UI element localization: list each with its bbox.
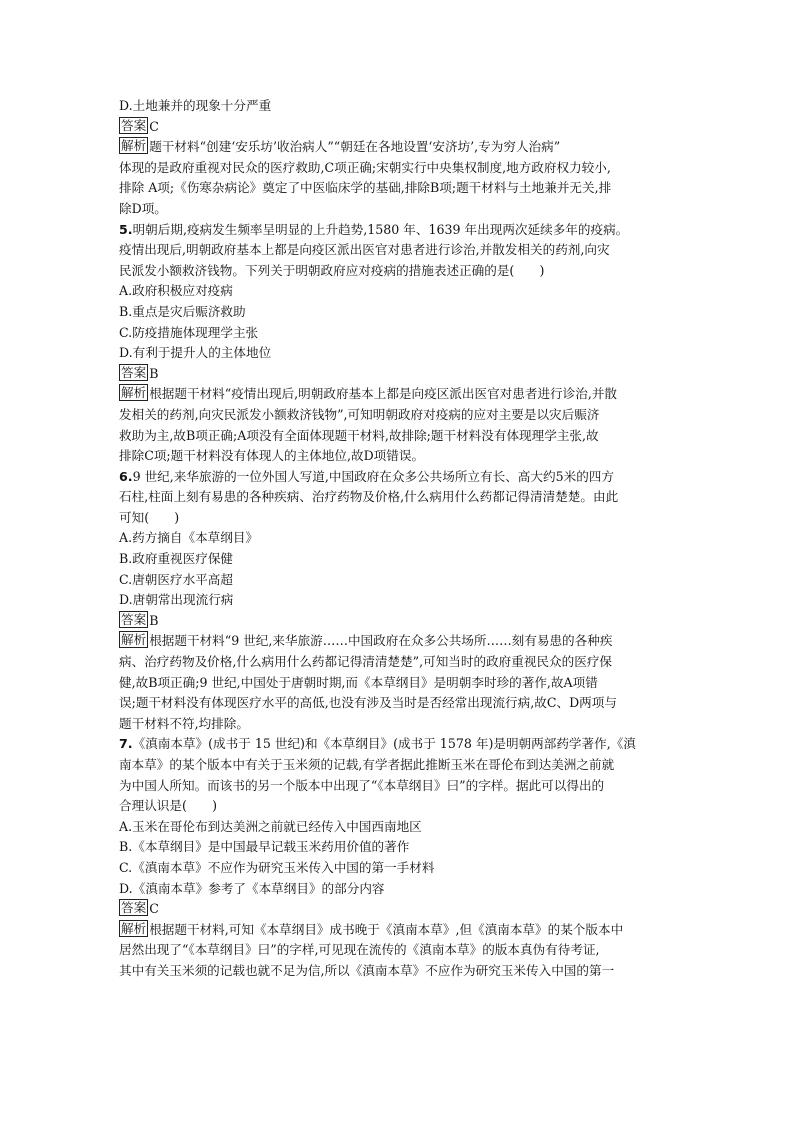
analysis-tag: 解析: [121, 138, 147, 154]
answer-value: C: [149, 901, 159, 917]
option-c: C.防疫措施体现理学主张: [119, 324, 259, 340]
analysis-text: 除D项。: [119, 200, 167, 216]
stem-text: 南本草》的某个版本中有关于玉米须的记载,有学者据此推断玉米在哥伦布到达美洲之前就: [119, 757, 615, 772]
analysis-text: 其中有关玉米须的记载也就不足为信,所以《滇南本草》不应作为研究玉米传入中国的第一: [119, 962, 615, 978]
option-c: C.唐朝医疗水平高超: [119, 571, 233, 587]
option-b: B.《本草纲目》是中国最早记载玉米药用价值的著作: [119, 839, 410, 855]
q6-stem-line-1: [119, 467, 685, 488]
analysis-text: 健,故B项正确;9 世纪,中国处于唐朝时期,而《本草纲目》是明朝李时珍的著作,故A项错: [119, 674, 598, 690]
analysis-text: 排除 A项;《伤寒杂病论》奠定了中医临床学的基础,排除B项;题干材料与土地兼并无关,排: [119, 180, 612, 196]
q5-stem-line-1: [119, 220, 685, 241]
stem-text: 疫情出现后,明朝政府基本上都是向疫区派出医官对患者进行诊治,并散发相关的药剂,向灾: [119, 242, 610, 258]
option-d: D.《滇南本草》参考了《本草纲目》的部分内容: [119, 880, 385, 896]
analysis-text: 居然出现了“《本草纲目》曰”的字样,可见现在流传的《滇南本草》的版本真伪有待考证,: [119, 942, 600, 958]
q4-analysis-line-1: [119, 137, 685, 158]
stem-text: 民派发小额救济钱物。下列关于明朝政府应对疫病的措施表述正确的是( ): [119, 262, 545, 278]
analysis-tag: 解析: [121, 632, 147, 648]
answer-value: B: [149, 612, 159, 628]
q4-answer-line: [119, 117, 685, 138]
analysis-text: 根据题干材料“疫情出现后,明朝政府基本上都是向疫区派出医官对患者进行诊治,并散: [149, 386, 618, 402]
answer-tag: 答案: [121, 117, 147, 133]
q7-analysis-line-1: [119, 920, 685, 941]
q7-answer-line: [119, 899, 685, 920]
stem-text: 石柱,柱面上刻有易患的各种疾病、治疗药物及价格,什么病用什么药都记得清清楚楚。由此: [119, 489, 619, 505]
option-a: A.玉米在哥伦布到达美洲之前就已经传入中国西南地区: [119, 818, 422, 834]
analysis-text: 误;题干材料没有体现医疗水平的高低,也没有涉及当时是否经常出现流行病,故C、D两项与: [119, 695, 617, 711]
option-b: B.政府重视医疗保健: [119, 551, 234, 567]
q5-analysis-line-1: [119, 384, 685, 405]
option-b: B.重点是灾后赈济救助: [119, 303, 246, 319]
option-d: D.唐朝常出现流行病: [119, 592, 234, 608]
answer-tag: 答案: [121, 611, 147, 627]
q4-option-d: D.土地兼并的现象十分严重: [119, 98, 272, 113]
answer-value: C: [149, 118, 159, 134]
stem-text: 9 世纪,来华旅游的一位外国人写道,中国政府在众多公共场所立有长、高大约5米的四方: [132, 468, 614, 484]
analysis-text: 救助为主,故B项正确;A项没有全面体现题干材料,故排除;题干材料没有体现理学主张,故: [119, 427, 599, 443]
question-7: [119, 734, 685, 981]
analysis-tag: 解析: [121, 920, 147, 936]
question-5: [119, 220, 685, 467]
analysis-text: 根据题干材料,可知《本草纲目》成书晚于《滇南本草》,但《滇南本草》的某个版本中: [149, 921, 624, 937]
question-number: 6.: [119, 468, 133, 484]
option-d: D.有利于提升人的主体地位: [119, 345, 272, 361]
document-page: [119, 96, 685, 982]
stem-text: 明朝后期,疫病发生频率呈明显的上升趋势,1580 年、1639 年出现两次延续多年的疫病。: [132, 221, 629, 237]
stem-text: 《滇南本草》(成书于 15 世纪)和《本草纲目》(成书于 1578 年)是明朝两部药学著作,《滇: [132, 736, 636, 752]
stem-text: 为中国人所知。而该书的另一个版本中出现了“《本草纲目》曰”的字样。据此可以得出的: [119, 777, 605, 793]
answer-value: B: [149, 365, 159, 381]
question-number: 5.: [119, 221, 133, 237]
analysis-text: 根据题干材料“9 世纪,来华旅游……中国政府在众多公共场所……刻有易患的各种疾: [149, 633, 613, 649]
analysis-text: 发相关的药剂,向灾民派发小额救济钱物”,可知明朝政府对疫病的应对主要是以灾后赈济: [119, 406, 600, 422]
analysis-text: 病、治疗药物及价格,什么病用什么药都记得清清楚楚”,可知当时的政府重视民众的医疗保: [119, 654, 613, 670]
answer-tag: 答案: [121, 364, 147, 380]
option-a: A.政府积极应对疫病: [119, 283, 233, 299]
question-4-tail: [119, 96, 685, 220]
q6-analysis-line-1: [119, 631, 685, 652]
stem-text: 可知( ): [119, 509, 180, 525]
analysis-tag: 解析: [121, 385, 147, 401]
analysis-text: 题干材料不符,均排除。: [119, 715, 249, 731]
analysis-text: 体现的是政府重视对民众的医疗救助,C项正确;宋朝实行中央集权制度,地方政府权力较小,: [119, 159, 611, 175]
option-a: A.药方摘自《本草纲目》: [119, 530, 259, 546]
q5-answer-line: [119, 364, 685, 385]
stem-text: 合理认识是( ): [119, 798, 217, 814]
q6-answer-line: [119, 611, 685, 632]
answer-tag: 答案: [121, 900, 147, 916]
analysis-text: 题干材料“创建‘安乐坊’收治病人”“朝廷在各地设置‘安济坊’,专为穷人治病”: [149, 139, 561, 155]
question-number: 7.: [119, 736, 133, 752]
option-c: C.《滇南本草》不应作为研究玉米传入中国的第一手材料: [119, 859, 435, 875]
analysis-text: 排除C项;题干材料没有体现人的主体地位,故D项错误。: [119, 448, 425, 464]
q7-stem-line-1: [119, 734, 685, 755]
question-6: [119, 467, 685, 735]
